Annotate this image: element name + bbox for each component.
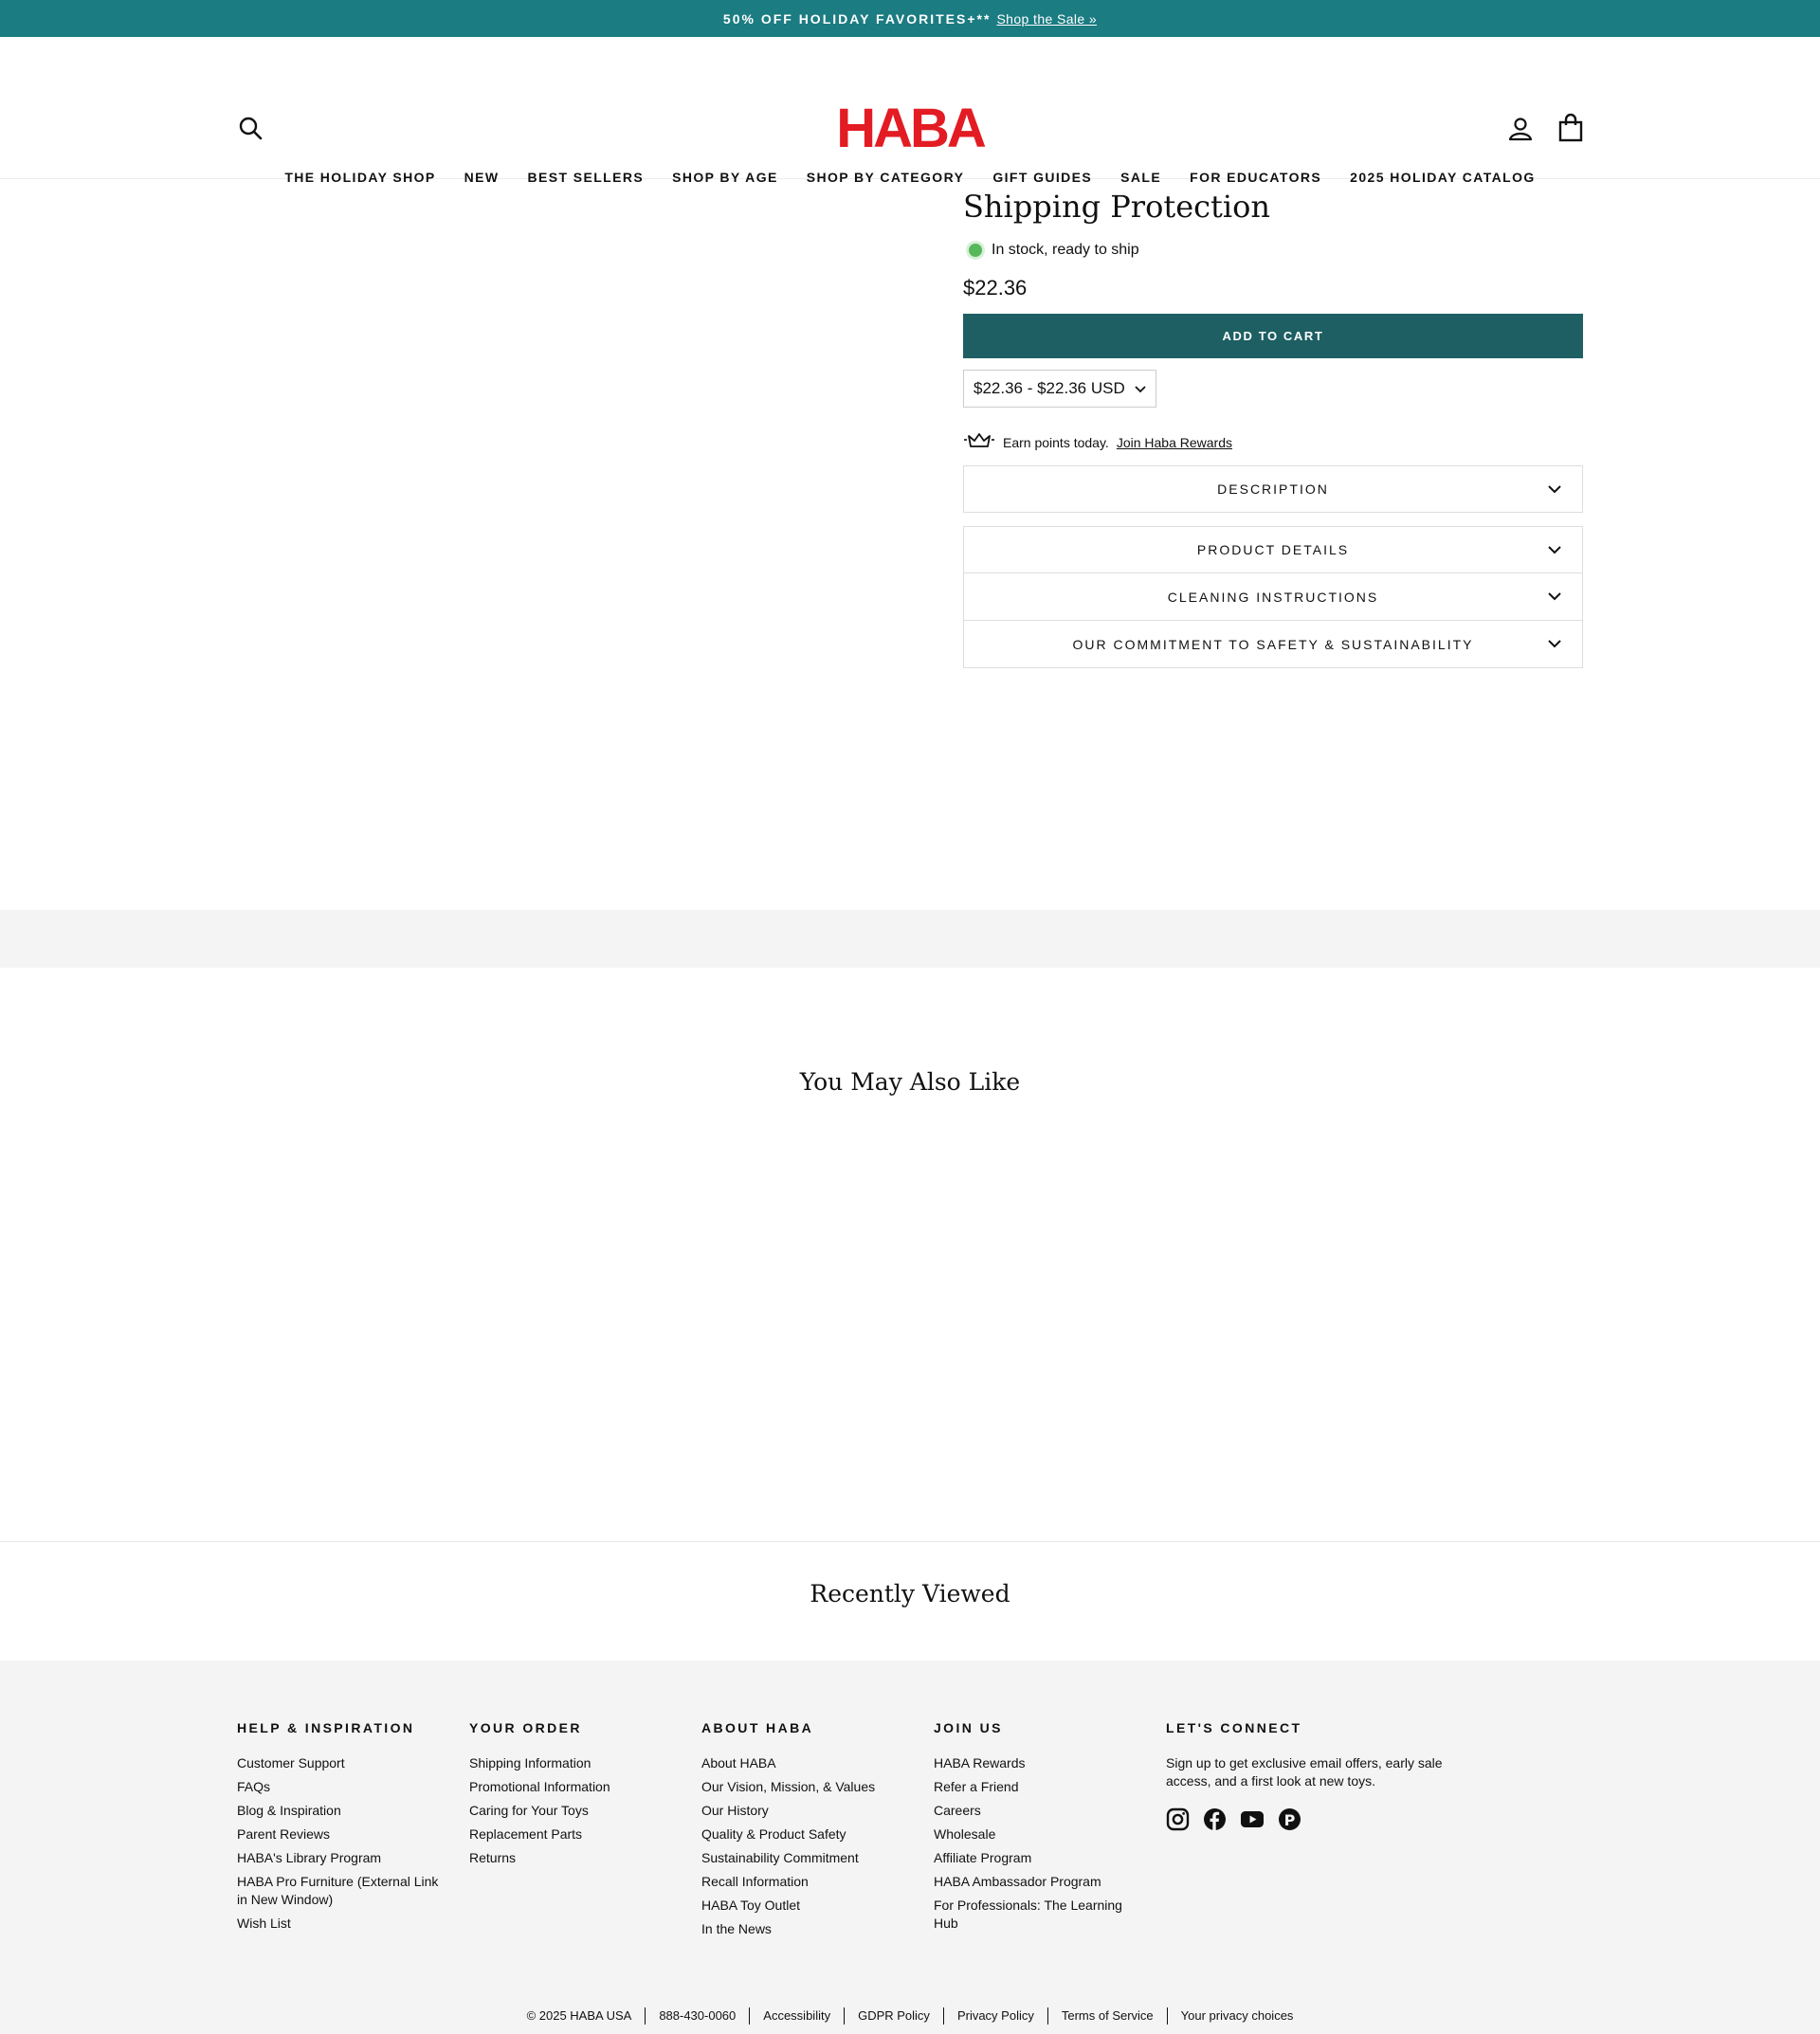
rewards-row: [963, 432, 1583, 452]
footer-link[interactable]: FAQs: [237, 1779, 271, 1794]
youtube-icon[interactable]: [1240, 1807, 1265, 1836]
shop-sale-link[interactable]: Shop the Sale »: [996, 10, 1098, 27]
divider-band: [0, 910, 1820, 968]
announcement-bar: [0, 0, 1820, 37]
product-price: $22.36: [963, 276, 1028, 300]
accordion-safety-sustainability[interactable]: [963, 621, 1583, 668]
also-like-title: You May Also Like: [799, 1068, 1021, 1096]
nav-shop-by-age[interactable]: SHOP BY AGE: [672, 170, 778, 185]
footer-link[interactable]: Wholesale: [934, 1826, 996, 1842]
footer-col-connect: [1166, 1720, 1488, 1836]
accordion-label: DESCRIPTION: [1217, 481, 1329, 497]
footer-col-title: ABOUT HABA: [701, 1720, 814, 1735]
footer-link[interactable]: HABA Pro Furniture (External Link in New Window): [237, 1874, 439, 1907]
chevron-down-icon: [1135, 379, 1146, 398]
footer-link[interactable]: Affiliate Program: [934, 1850, 1032, 1865]
product-info: [963, 189, 1583, 668]
accordion-group: [963, 526, 1583, 668]
in-stock-dot-icon: [969, 244, 982, 257]
footer-link[interactable]: HABA's Library Program: [237, 1850, 382, 1865]
recently-viewed-section: [0, 1542, 1820, 1661]
accordion-cleaning-instructions[interactable]: [963, 573, 1583, 621]
newsletter-text: Sign up to get exclusive email offers, early sale access, and a first look at new toys.: [1166, 1755, 1443, 1789]
footer-link[interactable]: Blog & Inspiration: [237, 1803, 341, 1818]
footer-link[interactable]: Returns: [469, 1850, 517, 1865]
instagram-icon[interactable]: [1166, 1807, 1190, 1836]
product-section: [0, 179, 1820, 910]
footer-col-title: YOUR ORDER: [469, 1720, 582, 1735]
footer-col-order: [469, 1720, 678, 1873]
you-may-also-like-section: [0, 968, 1820, 1542]
footer-link[interactable]: About HABA: [701, 1755, 776, 1771]
nav-holiday-catalog[interactable]: 2025 HOLIDAY CATALOG: [1350, 170, 1536, 185]
social-links: [1166, 1807, 1488, 1836]
search-icon[interactable]: [237, 115, 264, 141]
copyright: © 2025 HABA USA: [526, 2008, 632, 2023]
accordion-label: PRODUCT DETAILS: [1196, 542, 1350, 557]
footer-link[interactable]: Refer a Friend: [934, 1779, 1019, 1794]
nav-best-sellers[interactable]: BEST SELLERS: [527, 170, 645, 185]
nav-shop-by-category[interactable]: SHOP BY CATEGORY: [806, 170, 965, 185]
site-header: [0, 37, 1820, 185]
price-range-value: $22.36 - $22.36 USD: [974, 379, 1125, 397]
terms-link[interactable]: Terms of Service: [1047, 2007, 1167, 2025]
nav-new[interactable]: NEW: [464, 170, 500, 185]
footer-link[interactable]: Our History: [701, 1803, 769, 1818]
facebook-icon[interactable]: [1203, 1807, 1227, 1836]
footer-link[interactable]: Sustainability Commitment: [701, 1850, 859, 1865]
accordion-product-details[interactable]: [963, 526, 1583, 573]
price-range-select[interactable]: [963, 370, 1156, 408]
footer-col-title: JOIN US: [934, 1720, 1003, 1735]
footer-link[interactable]: Promotional Information: [469, 1779, 610, 1794]
footer-link[interactable]: Our Vision, Mission, & Values: [701, 1779, 876, 1794]
recently-viewed-title: Recently Viewed: [810, 1580, 1010, 1607]
footer-link[interactable]: Careers: [934, 1803, 981, 1818]
privacy-choices-link[interactable]: Your privacy choices: [1167, 2007, 1307, 2025]
crown-icon: [963, 432, 995, 452]
chevron-down-icon: [1548, 636, 1561, 651]
nav-holiday-shop[interactable]: THE HOLIDAY SHOP: [284, 170, 436, 185]
accordion-label: CLEANING INSTRUCTIONS: [1167, 589, 1379, 605]
footer-link[interactable]: Parent Reviews: [237, 1826, 331, 1842]
footer-link[interactable]: Quality & Product Safety: [701, 1826, 846, 1842]
svg-text:HABA: HABA: [836, 98, 984, 159]
footer-col-join: [934, 1720, 1142, 1938]
chevron-down-icon: [1548, 589, 1561, 604]
accordion-description[interactable]: [963, 465, 1583, 513]
chevron-down-icon: [1548, 542, 1561, 557]
legal-bar: [0, 2007, 1820, 2025]
chevron-down-icon: [1548, 481, 1561, 497]
user-icon[interactable]: [1507, 116, 1534, 142]
footer-link[interactable]: In the News: [701, 1921, 772, 1936]
footer-link[interactable]: Wish List: [237, 1916, 291, 1931]
footer-link[interactable]: HABA Ambassador Program: [934, 1874, 1101, 1889]
footer-link[interactable]: Customer Support: [237, 1755, 345, 1771]
site-footer: [0, 1661, 1820, 2034]
footer-col-about: [701, 1720, 910, 1944]
phone-link[interactable]: 888-430-0060: [645, 2007, 749, 2025]
rewards-text: Earn points today.: [1003, 434, 1109, 450]
pinterest-icon[interactable]: [1278, 1807, 1301, 1836]
footer-link[interactable]: For Professionals: The Learning Hub: [934, 1898, 1122, 1931]
svg-text:P: P: [1283, 1811, 1296, 1829]
gdpr-link[interactable]: GDPR Policy: [844, 2007, 943, 2025]
privacy-link[interactable]: Privacy Policy: [943, 2007, 1047, 2025]
footer-link[interactable]: Caring for Your Toys: [469, 1803, 589, 1818]
footer-link[interactable]: Replacement Parts: [469, 1826, 583, 1842]
footer-link[interactable]: HABA Toy Outlet: [701, 1898, 801, 1913]
footer-link[interactable]: Recall Information: [701, 1874, 809, 1889]
join-rewards-link[interactable]: Join Haba Rewards: [1116, 434, 1232, 450]
haba-logo[interactable]: [836, 98, 984, 159]
nav-sale[interactable]: SALE: [1120, 170, 1162, 185]
product-title: Shipping Protection: [963, 189, 1271, 225]
nav-for-educators[interactable]: FOR EDUCATORS: [1190, 170, 1322, 185]
stock-status: [963, 242, 1583, 259]
accessibility-link[interactable]: Accessibility: [749, 2007, 844, 2025]
stock-text: In stock, ready to ship: [992, 242, 1139, 258]
announcement-text: 50% OFF HOLIDAY FAVORITES+**: [722, 10, 992, 27]
bag-icon[interactable]: [1557, 114, 1584, 142]
nav-gift-guides[interactable]: GIFT GUIDES: [992, 170, 1093, 185]
add-to-cart-button[interactable]: ADD TO CART: [963, 314, 1583, 358]
footer-col-help: [237, 1720, 446, 1938]
footer-col-title: LET'S CONNECT: [1166, 1720, 1302, 1735]
footer-col-title: HELP & INSPIRATION: [237, 1720, 415, 1735]
footer-link[interactable]: HABA Rewards: [934, 1755, 1026, 1771]
accordion-label: OUR COMMITMENT TO SAFETY & SUSTAINABILITY: [1072, 636, 1474, 652]
footer-link[interactable]: Shipping Information: [469, 1755, 592, 1771]
